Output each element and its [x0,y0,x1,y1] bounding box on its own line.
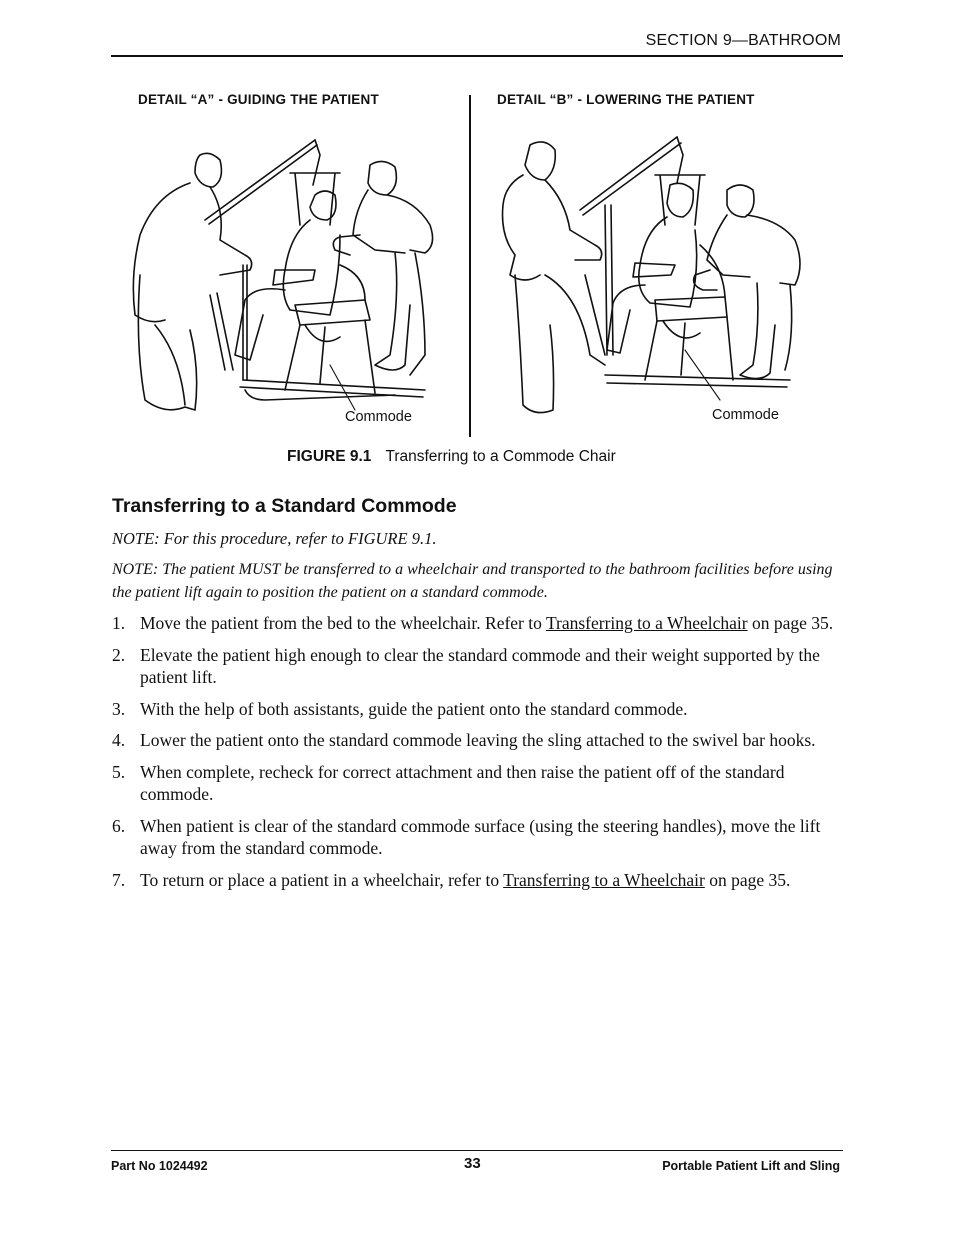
procedure-steps [112,612,844,900]
step-item [112,698,844,721]
lowering-patient-illustration [495,125,825,430]
footer-part-number: Part No 1024492 [111,1159,208,1173]
procedure-title: Transferring to a Standard Commode [112,495,457,517]
footer-page-number: 33 [464,1155,481,1172]
step-text: With the help of both assistants, guide the patient onto the standard commode. [140,698,688,719]
header-rule [111,55,843,57]
figure-number: FIGURE 9.1 [287,448,372,465]
step-text: To return or place a patient in a wheelchair, refer to [140,869,504,890]
step-item [112,612,844,635]
step-item [112,644,844,689]
step-text: Elevate the patient high enough to clear the standard commode and their weight supported by the patient lift. [140,644,820,687]
wheelchair-transfer-link[interactable]: Transferring to a Wheelchair [545,613,748,633]
detail-b-title: DETAIL “B” - LOWERING THE PATIENT [497,92,755,107]
step-item [112,761,844,806]
guiding-patient-illustration [125,125,450,430]
step-number: 7. [112,869,126,890]
figure-caption [287,448,616,466]
footer-rule [111,1150,843,1151]
wheelchair-transfer-link[interactable]: Transferring to a Wheelchair [503,869,705,890]
note-wheelchair-requirement: NOTE: The patient MUST be transferred to a wheelchair and transported to the bathroom facilities before using the patient lift again to position the patient on a standard commode. [112,561,833,601]
figure-caption-text: Transferring to a Commode Chair [385,448,616,465]
step-number: 1. [112,613,126,633]
step-text: When patient is clear of the standard commode surface (using the steering handles), move the lift away from the standard commode. [140,815,821,858]
step-text: Lower the patient onto the standard commode leaving the sling attached to the swivel bar hooks. [140,730,816,750]
step-number: 4. [112,730,126,750]
note-figure-reference: NOTE: For this procedure, refer to FIGURE 9.1. [112,529,437,548]
step-text: on page 35. [704,869,791,890]
commode-label-a: Commode [345,409,412,425]
footer-product-name: Portable Patient Lift and Sling [662,1159,840,1173]
step-text: When complete, recheck for correct attachment and then raise the patient off of the standard commode. [140,761,785,804]
step-text: Move the patient from the bed to the wheelchair. Refer to [140,613,546,633]
section-header: SECTION 9—BATHROOM [645,32,841,49]
step-number: 2. [112,644,126,665]
step-number: 6. [112,815,126,836]
step-item [112,815,844,860]
figure-divider [469,95,471,437]
detail-a-title: DETAIL “A” - GUIDING THE PATIENT [138,92,379,107]
step-item [112,729,844,752]
commode-label-b: Commode [712,407,779,423]
step-item [112,869,844,892]
step-number: 5. [112,761,126,782]
step-number: 3. [112,698,126,719]
step-text: on page 35. [747,613,834,633]
